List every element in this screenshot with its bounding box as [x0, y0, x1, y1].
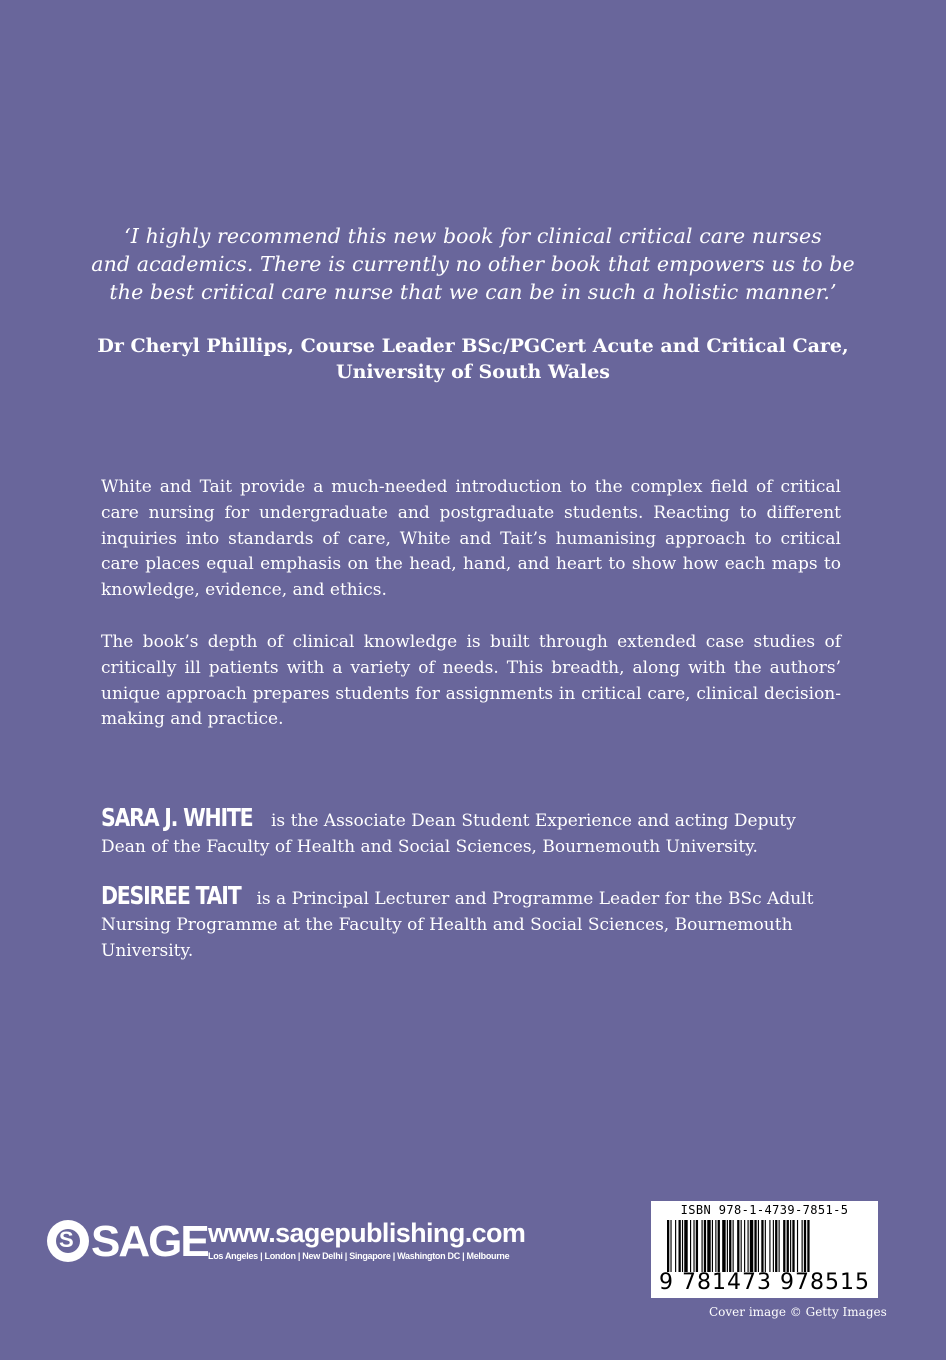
barcode-bar — [707, 1220, 710, 1272]
barcode-bar — [679, 1220, 681, 1272]
attribution-line: University of South Wales — [336, 361, 610, 383]
barcode-bar — [704, 1220, 706, 1272]
barcode-bar — [733, 1220, 734, 1272]
barcode-bar — [797, 1220, 798, 1272]
barcode-bar — [790, 1220, 791, 1272]
barcode-bar — [729, 1220, 731, 1272]
author-bio-text: is the Associate Dean Student Experience and acting Deputy Dean of the Faculty of Health and Social Sciences, Bournemouth University. — [101, 811, 796, 857]
barcode-bar — [792, 1220, 794, 1272]
publisher-website: www.sagepublishing.com — [208, 1218, 526, 1248]
barcode-bar — [765, 1220, 766, 1272]
author-bio-text: is a Principal Lecturer and Programme Leader for the BSc Adult Nursing Programme at the Faculty of Health and Social Sciences, Bournemouth University. — [101, 889, 814, 961]
barcode-bars — [667, 1220, 862, 1272]
barcode-bar — [727, 1220, 728, 1272]
quote-line: and academics. There is currently no other book that empowers us to be — [91, 252, 855, 276]
barcode-bar — [775, 1220, 777, 1272]
barcode-bar — [779, 1220, 780, 1272]
isbn-barcode — [651, 1201, 878, 1298]
barcode-bar — [684, 1220, 687, 1272]
description-paragraph: White and Tait provide a much-needed introduction to the complex field of critical care nursing for undergraduate and postgraduate students. Reacting to different inquiries into standards of care, White and Tait’s humanising approach to critical care places equal emphasis on the head, hand, and heart to show how each maps to knowledge, evidence, and ethics. — [101, 477, 841, 601]
barcode-bar — [722, 1220, 725, 1272]
description-paragraph: The book’s depth of clinical knowledge is built through extended case studies of critically ill patients with a variety of needs. This breadth, along with the authors’ unique approach prepares students for assignments in critical care, clinical decision-making and practice. — [101, 632, 841, 730]
barcode-bar — [718, 1220, 720, 1272]
author-name: DESIREE TAIT — [101, 881, 241, 910]
barcode-bar — [682, 1220, 683, 1272]
barcode-bar — [741, 1220, 742, 1272]
barcode-bar — [783, 1220, 785, 1272]
barcode-bar — [804, 1220, 806, 1272]
quote-attribution — [60, 333, 886, 385]
barcode-digits: 9 781473 978515 — [659, 1270, 870, 1295]
barcode-bar — [748, 1220, 749, 1272]
barcode-bar — [773, 1220, 774, 1272]
endorsement-quote — [80, 222, 866, 306]
barcode-bar — [769, 1220, 770, 1272]
barcode-bar — [675, 1220, 676, 1272]
barcode-bar — [754, 1220, 756, 1272]
barcode-bar — [807, 1220, 809, 1272]
barcode-bar — [715, 1220, 716, 1272]
barcode-bar — [670, 1220, 671, 1272]
barcode-bar — [787, 1220, 789, 1272]
barcode-bar — [761, 1220, 763, 1272]
barcode-bar — [696, 1220, 698, 1272]
barcode-bar — [702, 1220, 703, 1272]
barcode-bar — [744, 1220, 745, 1272]
barcode-bar — [712, 1220, 713, 1272]
publisher-logo-text: SAGE — [91, 1217, 208, 1266]
barcode-bar — [802, 1220, 803, 1272]
author-bio — [101, 805, 841, 861]
cover-image-credit: Cover image © Getty Images — [709, 1305, 887, 1319]
barcode-bar — [667, 1220, 669, 1272]
barcode-bar — [737, 1220, 739, 1272]
quote-line: the best critical care nurse that we can be in such a holistic manner.’ — [109, 280, 837, 304]
publisher-cities: Los Angeles | London | New Delhi | Singapore | Washington DC | Melbourne — [208, 1251, 510, 1261]
barcode-bar — [758, 1220, 759, 1272]
barcode-bar — [693, 1220, 694, 1272]
barcode-bar — [690, 1220, 691, 1272]
sage-logo-icon: S — [47, 1220, 89, 1262]
author-bio — [101, 883, 841, 964]
author-name: SARA J. WHITE — [101, 803, 253, 832]
attribution-line: Dr Cheryl Phillips, Course Leader BSc/PGCert Acute and Critical Care, — [97, 335, 849, 357]
barcode-bar — [750, 1220, 753, 1272]
isbn-label: ISBN 978-1-4739-7851-5 — [680, 1203, 849, 1217]
quote-line: ‘I highly recommend this new book for clinical critical care nurses — [124, 224, 822, 248]
